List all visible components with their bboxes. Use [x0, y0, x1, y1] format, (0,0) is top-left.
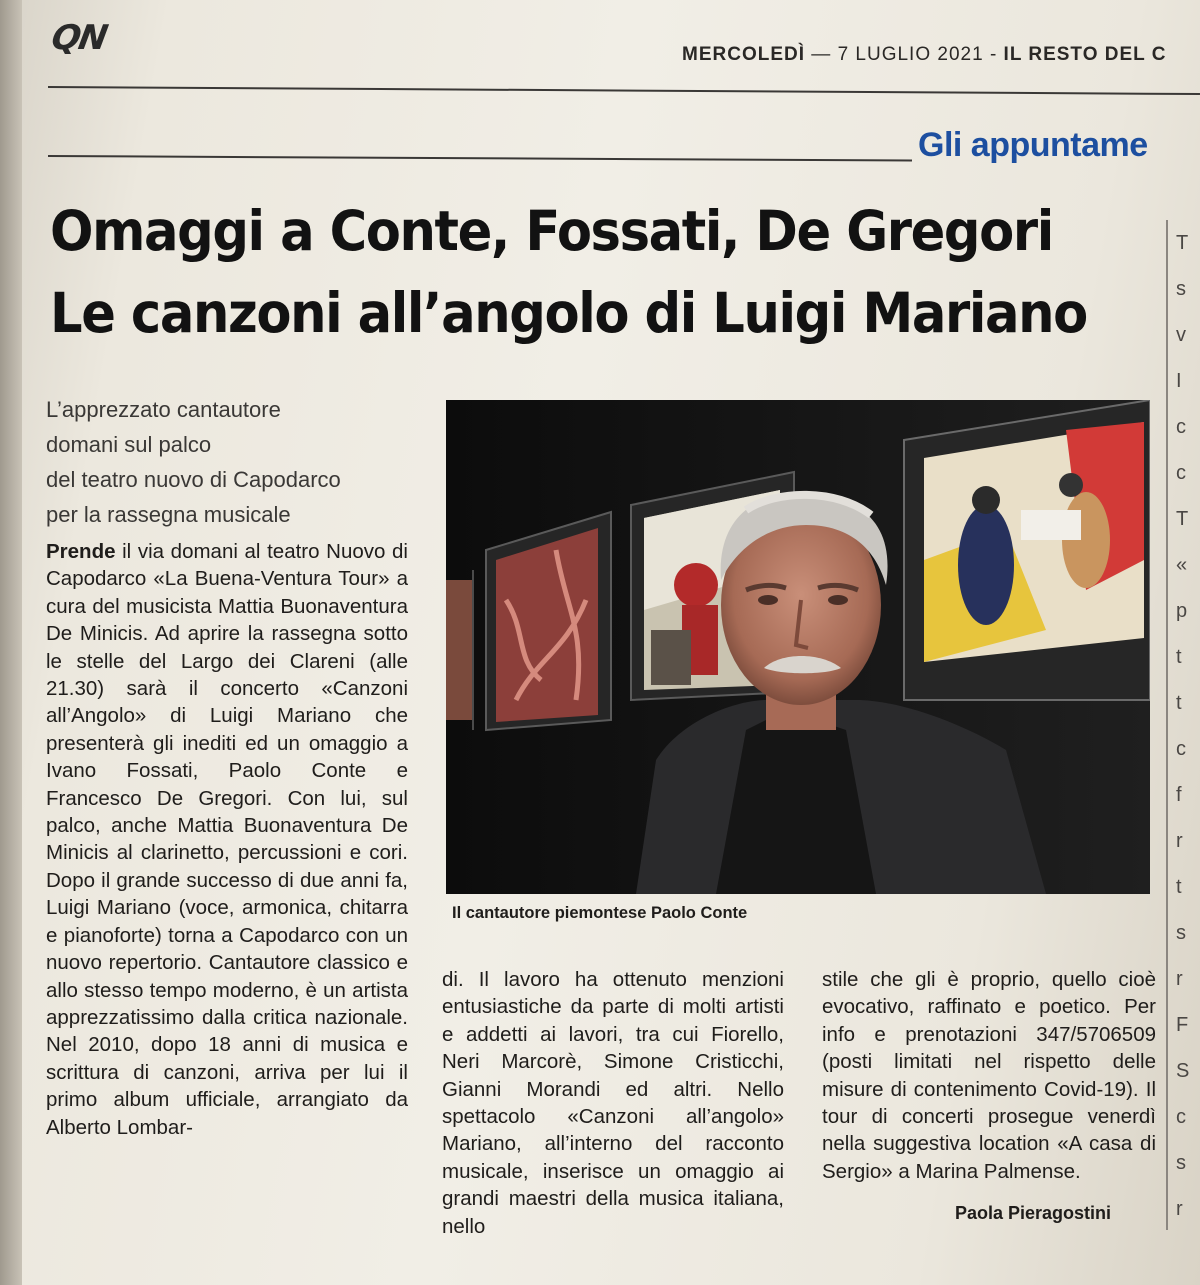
- column-2-text: di. Il lavoro ha ottenuto menzioni entusiastiche da parte di molti artisti e addetti ai lavori, tra cui Fiorello, Neri Marcorè, Simone Cristicchi, Gianni Morandi ed altri. Nello spettacolo «Canzoni all’angolo» Mariano, all’interno del racconto musicale, inserisce un omaggio ai grandi maestri della musica italiana, nello: [442, 968, 784, 1238]
- article-headline: [50, 190, 1087, 354]
- adjacent-letter: t: [1176, 876, 1182, 898]
- adjacent-letter: r: [1176, 830, 1183, 852]
- adjacent-letter: c: [1176, 462, 1186, 484]
- column-divider: [1166, 220, 1168, 1230]
- dateline-publication: IL RESTO DEL C: [1003, 44, 1167, 65]
- column-3-text: stile che gli è proprio, quello cioè evocativo, raffinato e poetico. Per info e prenotazioni 347/5706509 (posti limitati nel rispetto delle misure di contenimento Covid-19). Il tour di concerti prosegue venerdì nella suggestiva location «A casa di Sergio» a Marina Palmense.: [822, 968, 1156, 1183]
- subhead-line: del teatro nuovo di Capodarco: [46, 467, 341, 492]
- adjacent-letter: t: [1176, 646, 1182, 668]
- adjacent-letter: s: [1176, 1152, 1186, 1174]
- newspaper-logo: QN: [48, 18, 109, 58]
- article-column-1: [46, 538, 408, 1141]
- adjacent-letter: f: [1176, 784, 1182, 806]
- adjacent-letter: «: [1176, 554, 1188, 576]
- dateline-separator: -: [989, 44, 1004, 65]
- adjacent-letter: t: [1176, 692, 1182, 714]
- adjacent-letter: v: [1176, 324, 1186, 346]
- adjacent-letter: r: [1176, 968, 1183, 990]
- adjacent-letter: c: [1176, 738, 1186, 760]
- dateline-day: MERCOLEDÌ: [682, 44, 805, 65]
- subhead-line: per la rassegna musicale: [46, 502, 291, 527]
- adjacent-article-fragment: [1176, 220, 1200, 1280]
- article-byline: Paola Pieragostini: [955, 1203, 1112, 1223]
- page-spine-shadow: [0, 0, 22, 1285]
- adjacent-letter: c: [1176, 416, 1186, 438]
- adjacent-letter: p: [1176, 600, 1188, 622]
- adjacent-letter: F: [1176, 1014, 1189, 1036]
- article-column-3: [822, 966, 1156, 1185]
- adjacent-letter: S: [1176, 1060, 1190, 1082]
- adjacent-letter: s: [1176, 278, 1186, 300]
- article-column-2: [442, 966, 784, 1240]
- dateline-separator: —: [811, 44, 838, 65]
- adjacent-letter: s: [1176, 922, 1186, 944]
- adjacent-letter: c: [1176, 1106, 1186, 1128]
- column-1-text: il via domani al teatro Nuovo di Capodarco «La Buena-Ventura Tour» a cura del musicista Mattia Buonaventura De Minicis. Ad aprire la rassegna sotto le stelle del Largo dei Clareni (alle 21.30) sarà il concerto «Canzoni all’Angolo» di Luigi Mariano che presenterà gli inediti ed un omaggio a Ivano Fossati, Paolo Conte e Francesco De Gregori. Con lui, sul palco, anche Mattia Buonaventura De Minicis al clarinetto, percussioni e cori. Dopo il grande successo di due anni fa, Luigi Mariano (voce, armonica, chitarra e pianoforte) torna a Capodarco con un nuovo repertorio. Cantautore classico e allo stesso tempo moderno, è un artista apprezzatissimo dalla critica nazionale. Nel 2010, dopo 18 anni di musica e scrittura di canzoni, arriva per lui il primo album ufficiale, arrangiato da Alberto Lombar-: [46, 540, 408, 1139]
- adjacent-letter: r: [1176, 1198, 1183, 1220]
- section-title: Gli appuntame: [918, 126, 1148, 164]
- headline-line-1: Omaggi a Conte, Fossati, De Gregori: [50, 199, 1053, 263]
- headline-line-2: Le canzoni all’angolo di Luigi Mariano: [50, 281, 1087, 345]
- article-subhead: [46, 392, 426, 532]
- photo-illustration: [446, 400, 1150, 894]
- adjacent-letter: T: [1176, 232, 1189, 254]
- adjacent-letter: I: [1176, 370, 1182, 392]
- subhead-line: domani sul palco: [46, 432, 212, 457]
- adjacent-letter: T: [1176, 508, 1189, 530]
- lead-word: Prende: [46, 540, 116, 563]
- article-photo: [446, 400, 1150, 894]
- subhead-line: L’apprezzato cantautore: [46, 397, 281, 422]
- dateline-date: 7 LUGLIO 2021: [837, 44, 984, 65]
- photo-caption: Il cantautore piemontese Paolo Conte: [452, 904, 748, 922]
- dateline: [682, 44, 1200, 66]
